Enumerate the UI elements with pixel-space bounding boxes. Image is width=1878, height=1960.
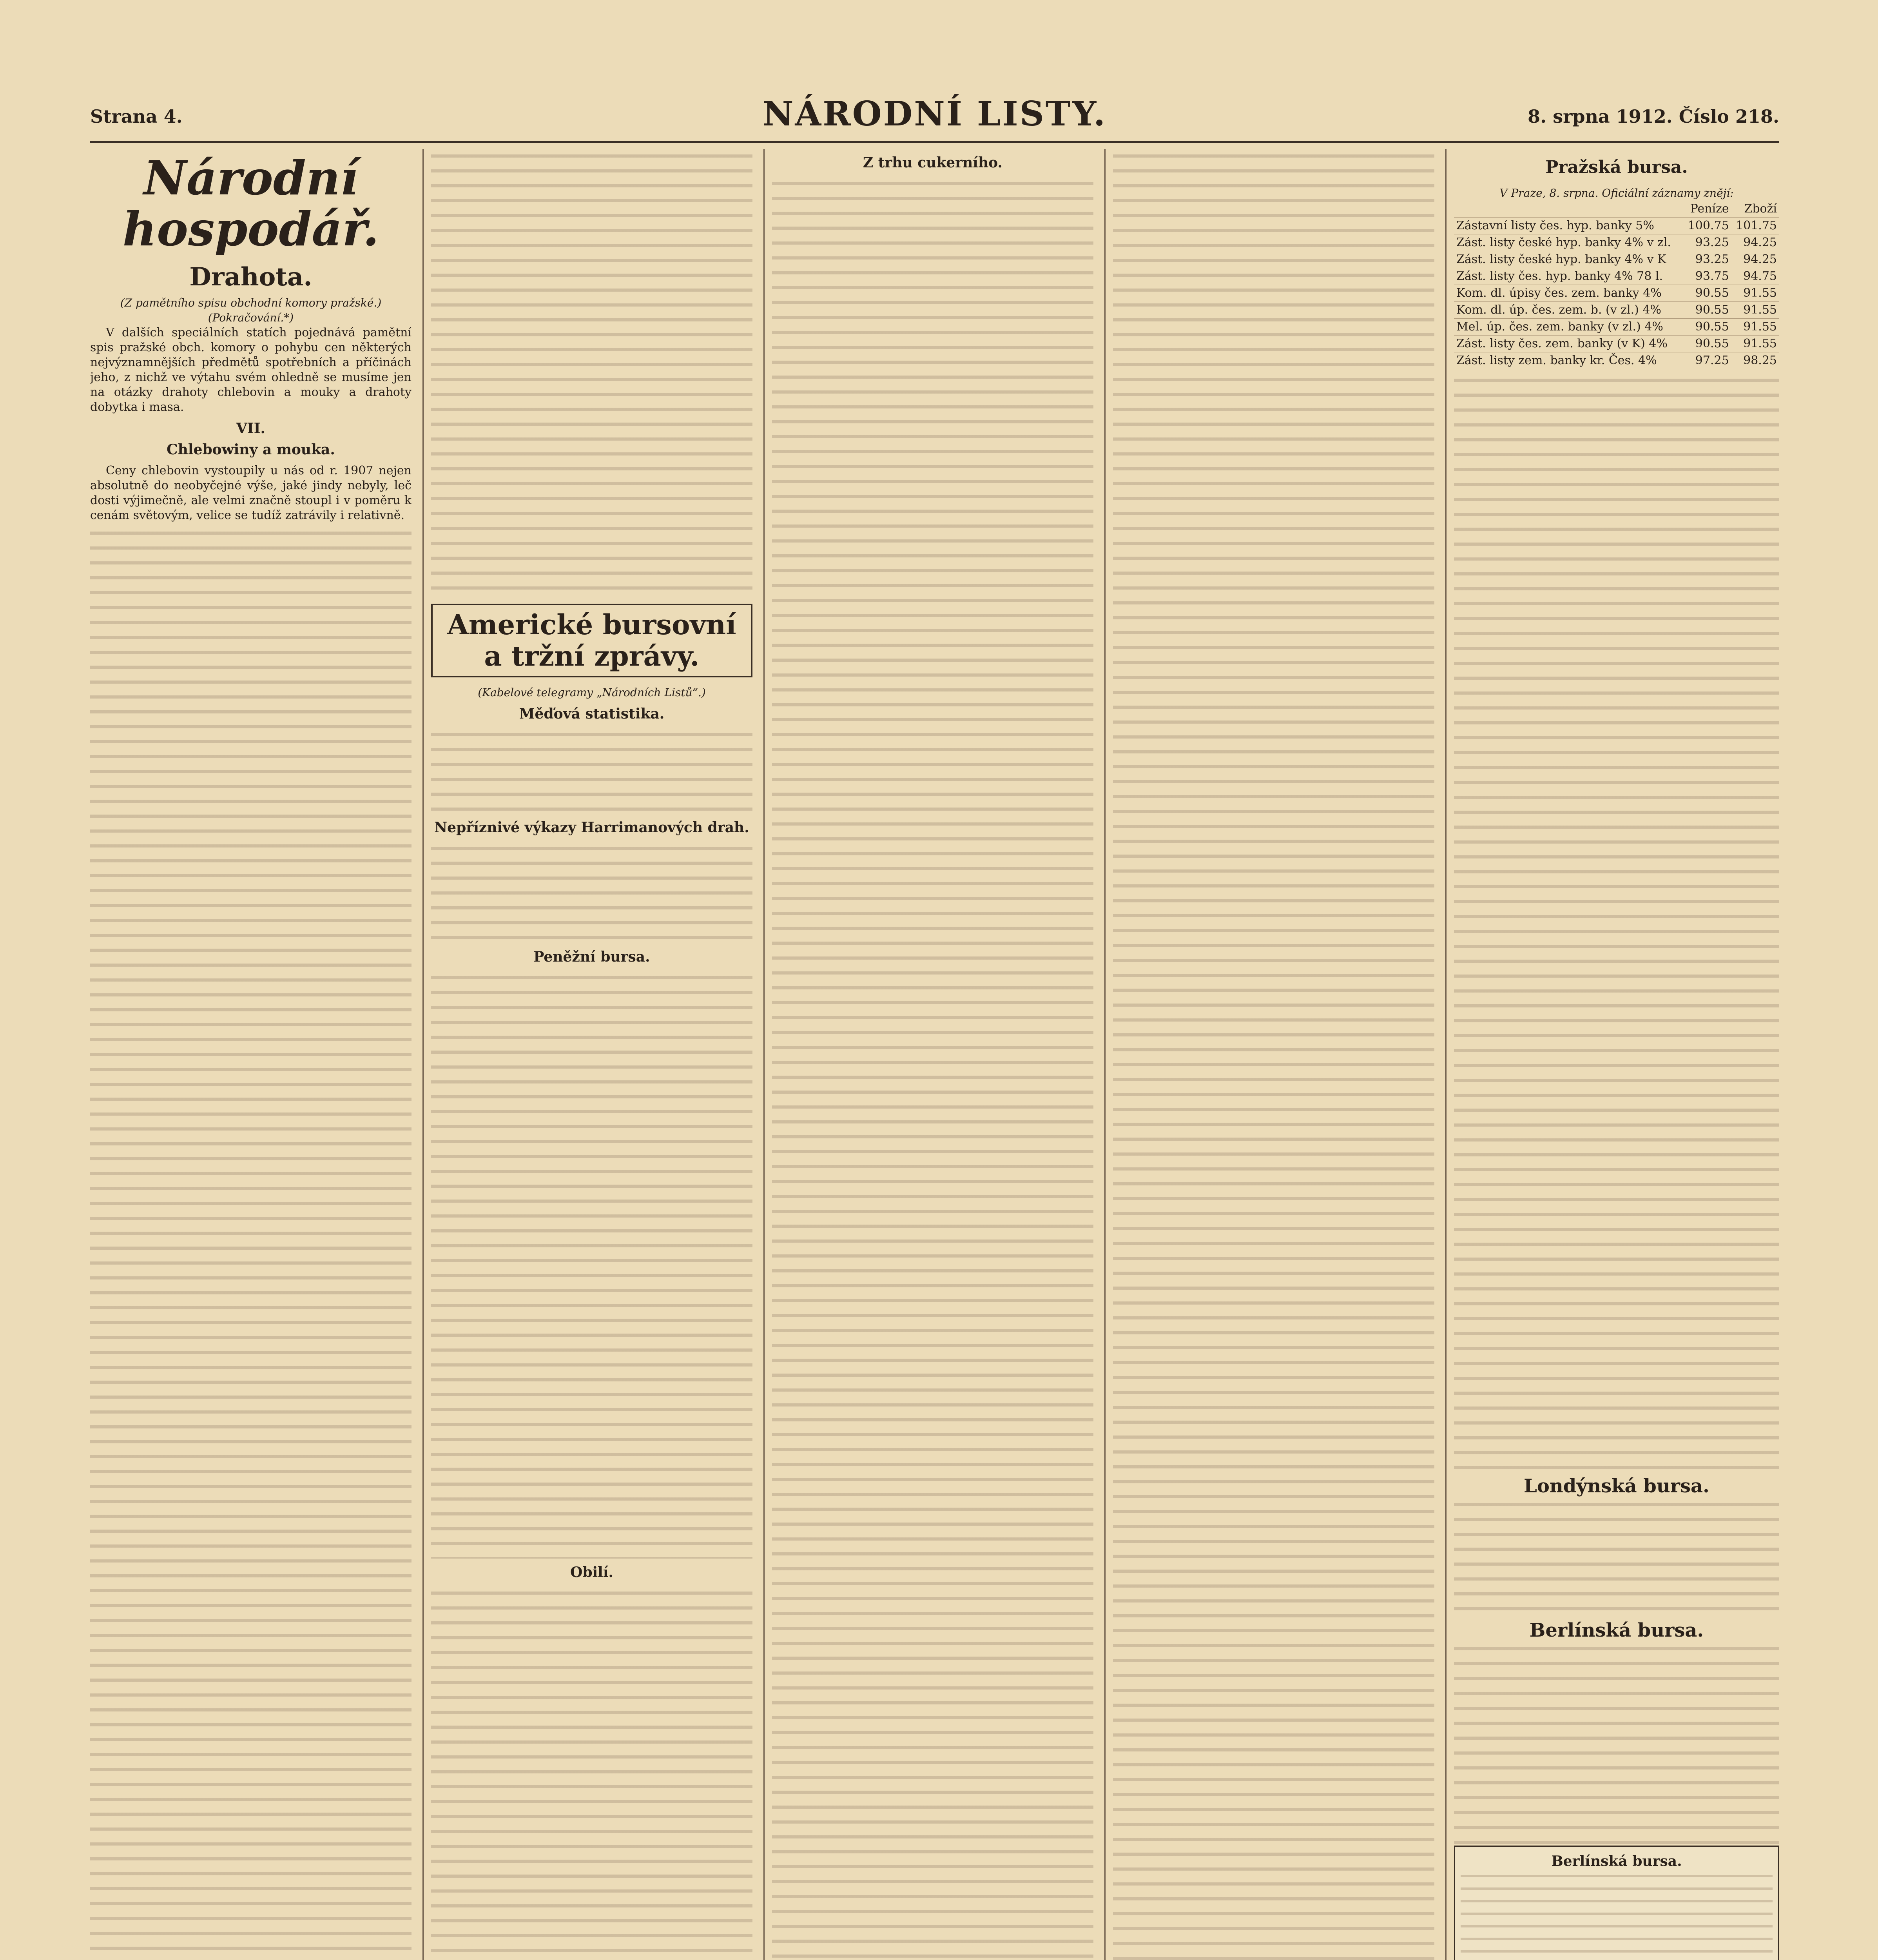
subhead-money-market: Peněžní bursa. — [533, 949, 650, 965]
column-header: Zboží — [1731, 201, 1779, 218]
berlin-box-title: Berlínská bursa. — [1551, 1853, 1682, 1869]
bid-price: 90.55 — [1683, 302, 1731, 319]
security-name: Zást. listy české hyp. banky 4% v zl. — [1454, 234, 1683, 251]
bid-price: 97.25 — [1683, 352, 1731, 369]
table-row — [1454, 319, 1779, 336]
article-source: (Z pamětního spisu obchodní komory pražské.) — [120, 296, 382, 309]
continued-note: (Pokračování.*) — [208, 311, 294, 324]
prague-exchange-table — [1454, 201, 1779, 369]
subhead-grain: Obilí. — [570, 1564, 614, 1581]
article-title: Drahota. — [189, 262, 312, 292]
page-number: Strana 4. — [90, 106, 183, 127]
ask-price: 91.55 — [1731, 302, 1779, 319]
text-block — [431, 728, 752, 814]
berlin-exchange-title: Berlínská bursa. — [1529, 1619, 1704, 1641]
table-block — [431, 1586, 752, 1960]
subhead-harriman: Nepříznivé výkazy Harrimanových drah. — [434, 819, 749, 836]
masthead — [90, 94, 1779, 143]
intro-paragraph: V dalších speciálních statích pojednává pamětní spis pražské obch. komory o pohybu cen některých nejvýznamnějších předmětů spotřebních a příčinách jeho, z nichž ve výtahu svém ohledně se musíme jen na otázky drahoty chlebovin a mouky a drahoty dobytka i masa. — [90, 326, 411, 414]
security-name: Kom. dl. úpisy čes. zem. banky 4% — [1454, 285, 1683, 302]
chapter-title: Chlebowiny a mouka. — [167, 441, 335, 458]
bid-price: 100.75 — [1683, 218, 1731, 234]
banner-note: (Kabelové telegramy „Národních Listů“.) — [478, 686, 706, 699]
table-block — [1461, 1870, 1773, 1960]
column-rule — [1445, 149, 1447, 1960]
table-row — [1454, 268, 1779, 285]
text-block — [431, 841, 752, 943]
column-4 — [1113, 149, 1434, 1960]
column-rule — [763, 149, 765, 1960]
table-row — [1454, 336, 1779, 352]
text-block — [1454, 1497, 1779, 1615]
bid-price: 90.55 — [1683, 319, 1731, 336]
table-row — [1454, 352, 1779, 369]
table-row — [1454, 218, 1779, 234]
security-name: Zást. listy zem. banky kr. Čes. 4% — [1454, 352, 1683, 369]
column-5 — [1454, 149, 1779, 1960]
security-name: Zást. listy české hyp. banky 4% v K — [1454, 251, 1683, 268]
column-1 — [90, 149, 411, 1960]
column-2 — [431, 149, 752, 1960]
market-reports-banner: Americké bursovní a tržní zprávy. — [431, 604, 752, 677]
text-block — [431, 149, 752, 596]
ask-price: 98.25 — [1731, 352, 1779, 369]
subhead-copper: Měďová statistika. — [519, 706, 665, 722]
paragraph: Ceny chlebovin vystoupily u nás od r. 1907 nejen absolutně do neobyčejné výše, jaké jindy nebyly, leč dosti výjimečně, ale velmi značně stoupl i v poměru k cenám světovým, velice se tudíž zatrávily i relativně. — [90, 464, 411, 522]
table-row — [1454, 251, 1779, 268]
chapter-number: VII. — [236, 420, 266, 437]
text-block — [772, 176, 1093, 1960]
ask-price: 94.25 — [1731, 234, 1779, 251]
subhead-sugar: Z trhu cukerního. — [863, 154, 1003, 171]
table-block — [431, 971, 752, 1559]
bid-price: 93.75 — [1683, 268, 1731, 285]
ask-price: 94.75 — [1731, 268, 1779, 285]
security-name: Zást. listy čes. hyp. banky 4% 78 l. — [1454, 268, 1683, 285]
section-title: Národní hospodář. — [122, 151, 379, 257]
prague-exchange-title: Pražská bursa. — [1545, 157, 1688, 177]
column-rule — [422, 149, 424, 1960]
berlin-exchange-box — [1454, 1846, 1779, 1960]
ask-price: 94.25 — [1731, 251, 1779, 268]
ask-price: 101.75 — [1731, 218, 1779, 234]
text-block — [1113, 149, 1434, 1960]
text-block — [1454, 1642, 1779, 1846]
ask-price: 91.55 — [1731, 285, 1779, 302]
table-row — [1454, 234, 1779, 251]
table-row — [1454, 285, 1779, 302]
ask-price: 91.55 — [1731, 336, 1779, 352]
security-name: Zást. listy čes. zem. banky (v K) 4% — [1454, 336, 1683, 352]
column-header: Peníze — [1683, 201, 1731, 218]
text-block — [90, 526, 411, 1960]
table-block — [1454, 373, 1779, 1471]
newspaper-title: NÁRODNÍ LISTY. — [762, 94, 1107, 134]
column-3 — [772, 149, 1093, 1960]
prague-exchange-note: V Praze, 8. srpna. Oficiální záznamy znějí: — [1499, 187, 1734, 200]
bid-price: 93.25 — [1683, 234, 1731, 251]
security-name: Zástavní listy čes. hyp. banky 5% — [1454, 218, 1683, 234]
security-name: Mel. úp. čes. zem. banky (v zl.) 4% — [1454, 319, 1683, 336]
bid-price: 90.55 — [1683, 336, 1731, 352]
security-name: Kom. dl. úp. čes. zem. b. (v zl.) 4% — [1454, 302, 1683, 319]
issue-date: 8. srpna 1912. Číslo 218. — [1528, 106, 1779, 127]
bid-price: 90.55 — [1683, 285, 1731, 302]
column-rule — [1104, 149, 1106, 1960]
bid-price: 93.25 — [1683, 251, 1731, 268]
table-row — [1454, 302, 1779, 319]
london-exchange-title: Londýnská bursa. — [1524, 1475, 1709, 1497]
table-header-row — [1454, 201, 1779, 218]
ask-price: 91.55 — [1731, 319, 1779, 336]
